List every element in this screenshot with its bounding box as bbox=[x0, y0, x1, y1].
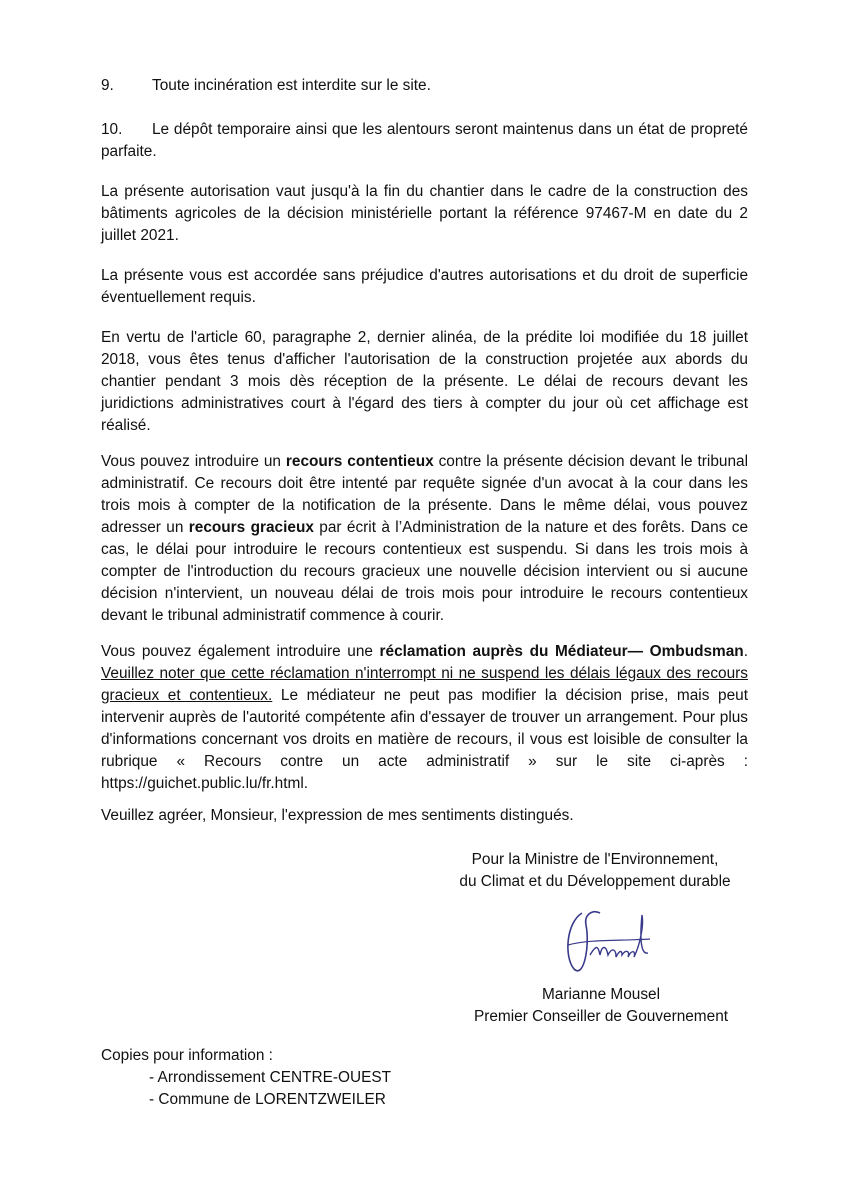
signature-line-1: Pour la Ministre de l'Environnement, bbox=[471, 851, 719, 868]
signatory-name: Marianne Mousel bbox=[541, 986, 661, 1003]
copies-heading: Copies pour information : bbox=[101, 1047, 273, 1064]
mediateur-text-1: Vous pouvez également introduire une bbox=[101, 643, 380, 660]
handwritten-signature bbox=[560, 905, 660, 977]
item-10-number: 10. bbox=[101, 121, 123, 138]
recours-text-2: contre la présente décision devant le tribunal administratif. Ce recours doit être intenté par requête signée d'un avocat à la cour dans les trois mois à compter de la notification de la présente. Dans le même délai, vous pouvez adresser un bbox=[101, 453, 748, 536]
mediateur-underlined: Veuillez noter que cette réclamation n'interrompt ni ne suspend les délais légaux des recours gracieux et contentieux. bbox=[101, 665, 748, 704]
mediateur-text-3: Le médiateur ne peut pas modifier la décision prise, mais peut intervenir auprès de l'autorité compétente afin d'essayer de trouver un arrangement. Pour plus d'informations concernant vos droits en matière de recours, il vous est loisible de consulter la rubrique « Recours contre un acte administratif » sur le site ci-après : https://guichet.public.lu/fr.html. bbox=[101, 687, 748, 792]
recours-paragraph bbox=[101, 451, 748, 627]
copy-item: - Commune de LORENTZWEILER bbox=[149, 1091, 386, 1108]
item-10-text: Le dépôt temporaire ainsi que les alentours seront maintenus dans un état de propreté parfaite. bbox=[101, 121, 748, 160]
copy-item: - Arrondissement CENTRE-OUEST bbox=[149, 1069, 392, 1086]
recours-text-3: par écrit à l’Administration de la nature et des forêts. Dans ce cas, le délai pour introduire le recours contentieux est suspendu. Si dans les trois mois à compter de l'introduction du recours gracieux une nouvelle décision intervient ou si aucune décision n'intervient, un nouveau délai de trois mois pour introduire le recours contentieux devant le tribunal administratif commence à courir. bbox=[101, 519, 749, 624]
signature-heading bbox=[440, 849, 750, 893]
item-9-text: Toute incinération est interdite sur le site. bbox=[152, 77, 431, 94]
mediateur-text-2: . bbox=[743, 643, 748, 660]
closing-paragraph: Veuillez agréer, Monsieur, l'expression de mes sentiments distingués. bbox=[101, 807, 574, 824]
signatory-title: Premier Conseiller de Gouvernement bbox=[473, 1008, 729, 1025]
mediateur-bold: réclamation auprès du Médiateur— Ombudsman bbox=[379, 643, 744, 660]
signatory bbox=[470, 984, 732, 1028]
recours-text-1: Vous pouvez introduire un bbox=[101, 453, 286, 470]
validity-paragraph: La présente autorisation vaut jusqu'à la fin du chantier dans le cadre de la construction des bâtiments agricoles de la décision ministérielle portant la référence 97467-M en date du 2 juillet 2021. bbox=[101, 183, 748, 244]
copies-section bbox=[101, 1045, 391, 1111]
article-60-paragraph: En vertu de l'article 60, paragraphe 2, dernier alinéa, de la prédite loi modifiée du 18 juillet 2018, vous êtes tenus d'afficher l'autorisation de la construction projetée aux abords du chantier pendant 3 mois dès réception de la présente. Le délai de recours devant les juridictions administratives court à l'égard des tiers à compter du jour où cet affichage est réalisé. bbox=[101, 329, 748, 434]
signature-line-2: du Climat et du Développement durable bbox=[459, 873, 731, 890]
prejudice-paragraph: La présente vous est accordée sans préjudice d'autres autorisations et du droit de superficie éventuellement requis. bbox=[101, 267, 748, 306]
recours-gracieux-bold: recours gracieux bbox=[188, 519, 314, 536]
item-10 bbox=[101, 119, 748, 163]
mediateur-paragraph bbox=[101, 641, 748, 795]
recours-contentieux-bold: recours contentieux bbox=[285, 453, 434, 470]
item-9-number: 9. bbox=[101, 77, 114, 94]
item-9 bbox=[101, 75, 748, 97]
